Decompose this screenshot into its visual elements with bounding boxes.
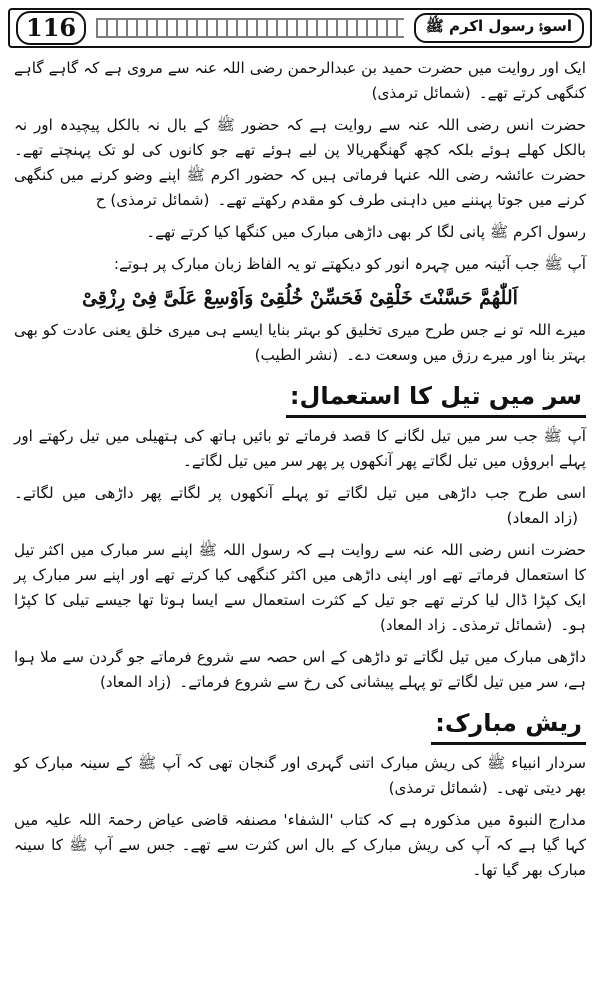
page-body: [14, 56, 586, 890]
paragraph: داڑھی مبارک میں تیل لگاتے تو داڑھی کے اس حصہ سے شروع فرماتے جو گردن سے ملا ہوا ہے، سر میں تیل لگاتے تو پہلے پیشانی کی رخ سے شروع فرماتے۔(زاد المعاد): [14, 645, 586, 695]
section-heading-oil: سر میں تیل کا استعمال:: [286, 379, 586, 418]
arabic-dua: اَللّٰھُمَّ حَسَّنْتَ خَلْقِیْ فَحَسِّنْ خُلُقِیْ وَاَوْسِعْ عَلَیَّ فِیْ رِزْقِیْ: [82, 287, 518, 309]
citation: (نشر الطیب): [254, 346, 339, 364]
page-number: 116: [16, 11, 86, 45]
section-heading-beard: ریش مبارک:: [431, 706, 586, 745]
citation: (شمائل ترمذی): [388, 779, 488, 797]
paragraph: رسول اکرم ﷺ پانی لگا کر بھی داڑھی مبارک میں کنگھا کیا کرتے تھے۔: [146, 223, 586, 241]
citation: (شمائل ترمذی۔ زاد المعاد): [379, 616, 553, 634]
header-ornament: [96, 18, 404, 38]
paragraph: ایک اور روایت میں حضرت حمید بن عبدالرحمن رضی اللہ عنہ سے مروی ہے کہ گاہے گاہے کنگھی کرتے تھے۔(شمائل ترمذی): [14, 56, 586, 106]
paragraph: آپ ﷺ جب سر میں تیل لگانے کا قصد فرماتے تو بائیں ہاتھ کی ہتھیلی میں تیل رکھتے اور پہلے ابروؤں میں تیل لگاتے پھر آنکھوں پر پھر سر میں تیل لگاتے۔: [14, 427, 586, 470]
page-header: [8, 8, 592, 48]
citation: (زاد المعاد): [99, 673, 172, 691]
paragraph: حضرت انس رضی اللہ عنہ سے روایت ہے کہ رسول اللہ ﷺ اپنے سر مبارک میں اکثر تیل کا استعمال فرماتے تھے اور اپنی داڑھی میں اکثر کنگھی کیا کرتے تھے اور اپنے سر مبارک پر ایک کپڑا ڈال لیا کرتے تھے جو تیل کے کثرت استعمال سے ایسا ہوتا تھا جیسے تیلی کا کپڑا ہو۔(شمائل ترمذی۔ زاد المعاد): [14, 538, 586, 638]
citation: (زاد المعاد): [506, 509, 578, 527]
paragraph: سردار انبیاء ﷺ کی ریش مبارک اتنی گہری اور گنجان تھی کہ آپ ﷺ کے سینہ مبارک کو بھر دیتی تھی۔(شمائل ترمذی): [14, 751, 586, 801]
paragraph: اسی طرح جب داڑھی میں تیل لگاتے تو پہلے آنکھوں پر لگاتے پھر داڑھی میں لگاتے۔(زاد المعاد): [14, 481, 586, 531]
citation: (شمائل ترمذی) ح: [95, 191, 210, 209]
paragraph: آپ ﷺ جب آئینہ میں چہرہ انور کو دیکھتے تو یہ الفاظ زبان مبارک پر ہوتے:: [113, 255, 586, 273]
running-title: اسوۂ رسول اکرم ﷺ: [414, 13, 584, 43]
paragraph: مدارج النبوۃ میں مذکورہ ہے کہ کتاب 'الشفاء' مصنفہ قاضی عیاض رحمۃ اللہ علیہ میں کہا گیا ہے کہ آپ کی ریش مبارک کے بال اس کثرت سے تھے۔ جس سے آپ ﷺ کا سینہ مبارک بھر گیا تھا۔: [14, 811, 586, 879]
paragraph: حضرت انس رضی اللہ عنہ سے روایت ہے کہ حضور ﷺ کے بال نہ بالکل پیچیدہ اور نہ بالکل کھلے ہوئے بلکہ کچھ گھنگھریالا پن لیے ہوئے تھے جو کانوں کی لو تک پہنچتے تھے۔ حضرت عائشہ رضی اللہ عنہا فرماتی ہیں کہ حضور اکرم ﷺ اپنے وضو کرنے میں کنگھی کرنے میں جوتا پہننے میں داہنی طرف کو مقدم رکھتے تھے۔(شمائل ترمذی) ح: [14, 113, 586, 213]
paragraph: میرے اللہ تو نے جس طرح میری تخلیق کو بہتر بنایا ایسے ہی میری خلق یعنی عادت کو بھی بہتر بنا اور میرے رزق میں وسعت دے۔(نشر الطیب): [14, 318, 586, 368]
citation: (شمائل ترمذی): [371, 84, 471, 102]
